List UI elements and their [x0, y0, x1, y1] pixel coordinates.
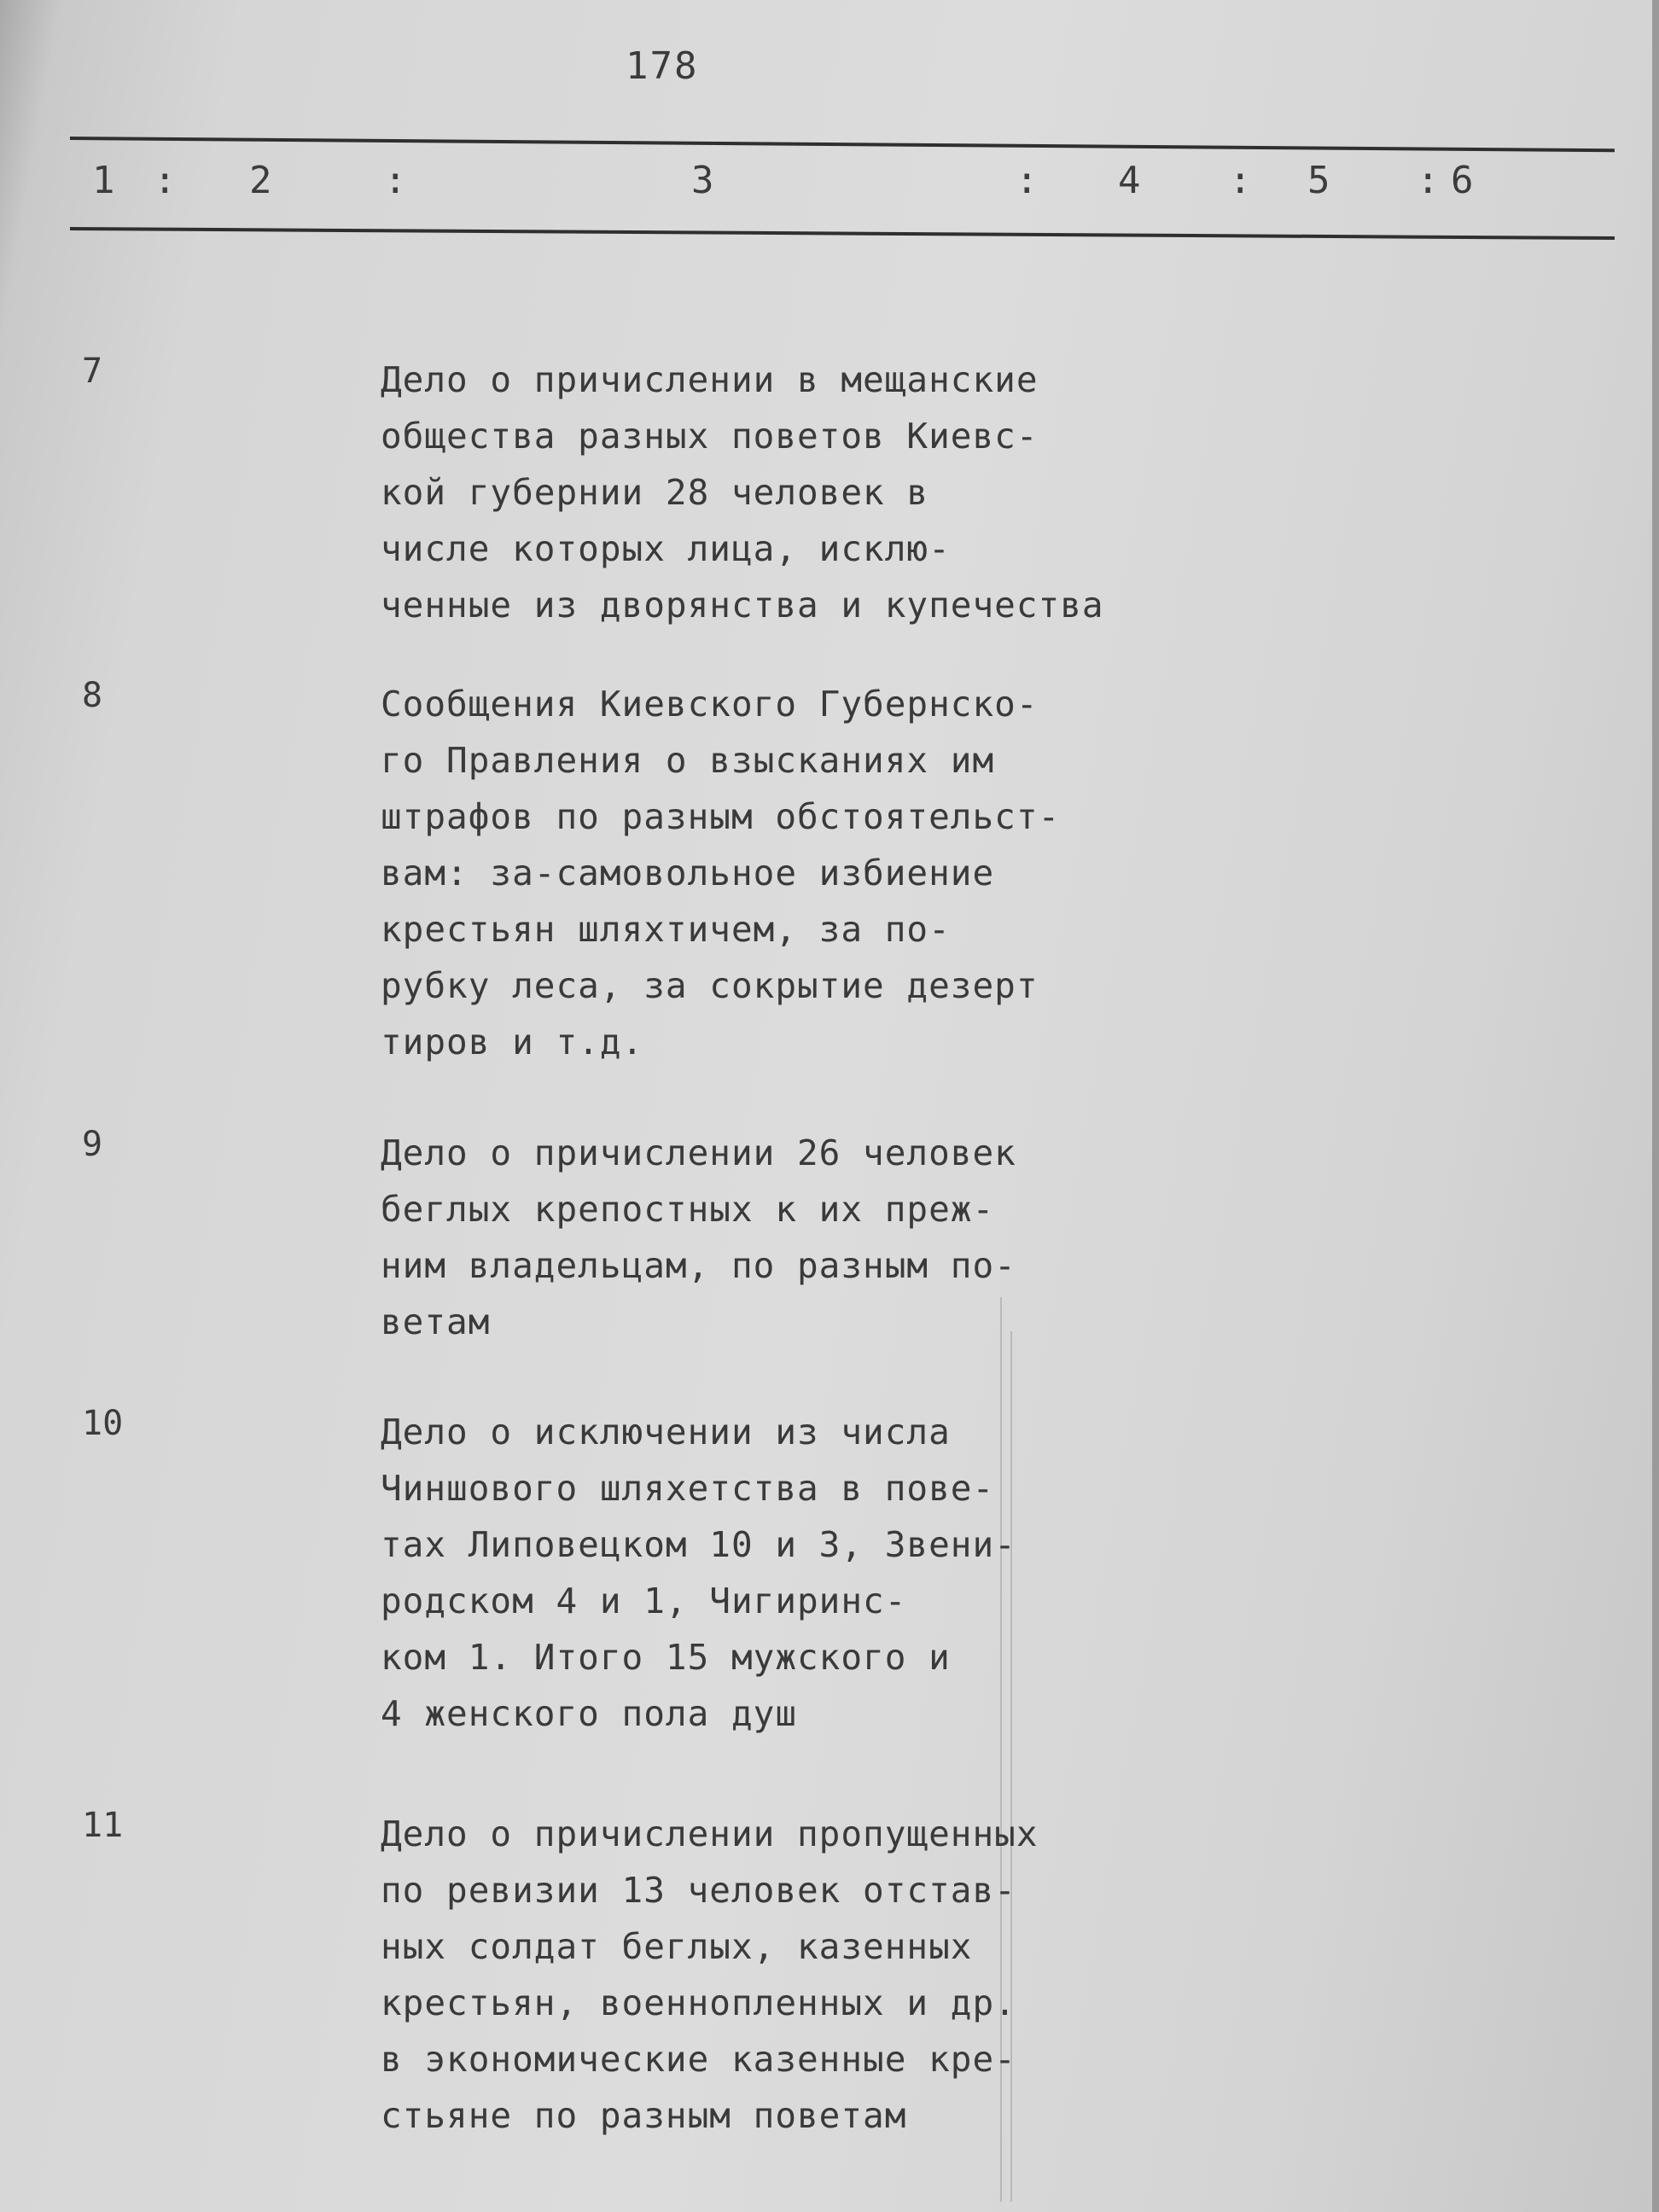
column-header-1: 1: [92, 159, 115, 202]
column-separator: :: [1016, 159, 1039, 202]
column-separator: :: [1229, 159, 1252, 202]
column-separator: :: [154, 159, 177, 202]
page-edge: [1652, 0, 1659, 2212]
column-header-4: 4: [1118, 159, 1141, 202]
column-separator: :: [384, 159, 407, 202]
column-header-5: 5: [1307, 159, 1330, 202]
entry-description: Дело о причислении в мещанские общества разных поветов Киевс- кой губернии 28 человек в числе которых лица, исклю- ченные из дворянства и купечества: [381, 359, 1104, 626]
entry-number: 10: [82, 1404, 124, 1443]
entry-number: 8: [82, 676, 103, 715]
entry-number: 11: [82, 1806, 124, 1845]
entry-description: Дело о причислении пропущенных по ревизии 13 человек отстав- ных солдат беглых, казенных крестьян, военнопленных и др. в экономические казенные кре- стьяне по разным поветам: [381, 1813, 1039, 2136]
entry-number: 9: [82, 1125, 103, 1164]
entry-description: Дело о исключении из числа Чиншового шляхетства в пове- тах Липовецком 10 и 3, Звени- родском 4 и 1, Чигиринс- ком 1. Итого 15 мужского и 4 женского пола душ: [381, 1412, 1016, 1734]
table-header-top-rule: [70, 137, 1615, 152]
table-header-bottom-rule: [70, 227, 1615, 240]
column-separator: :: [1417, 159, 1440, 202]
column-header-3: 3: [691, 159, 714, 202]
column-header-2: 2: [249, 159, 272, 202]
column-header-6: 6: [1451, 159, 1474, 202]
entry-description: Сообщения Киевского Губернско- го Правления о взысканиях им штрафов по разным обстоятельст- вам: за-самовольное избиение крестьян шляхтичем, за по- рубку леса, за сокрытие дезерт тиров и т.д.: [381, 684, 1061, 1062]
table-column-header: [0, 159, 1659, 218]
entry-description: Дело о причислении 26 человек беглых крепостных к их преж- ним владельцам, по разным по- ветам: [381, 1132, 1016, 1342]
entry-number: 7: [82, 352, 103, 391]
page-number: 178: [626, 44, 699, 88]
